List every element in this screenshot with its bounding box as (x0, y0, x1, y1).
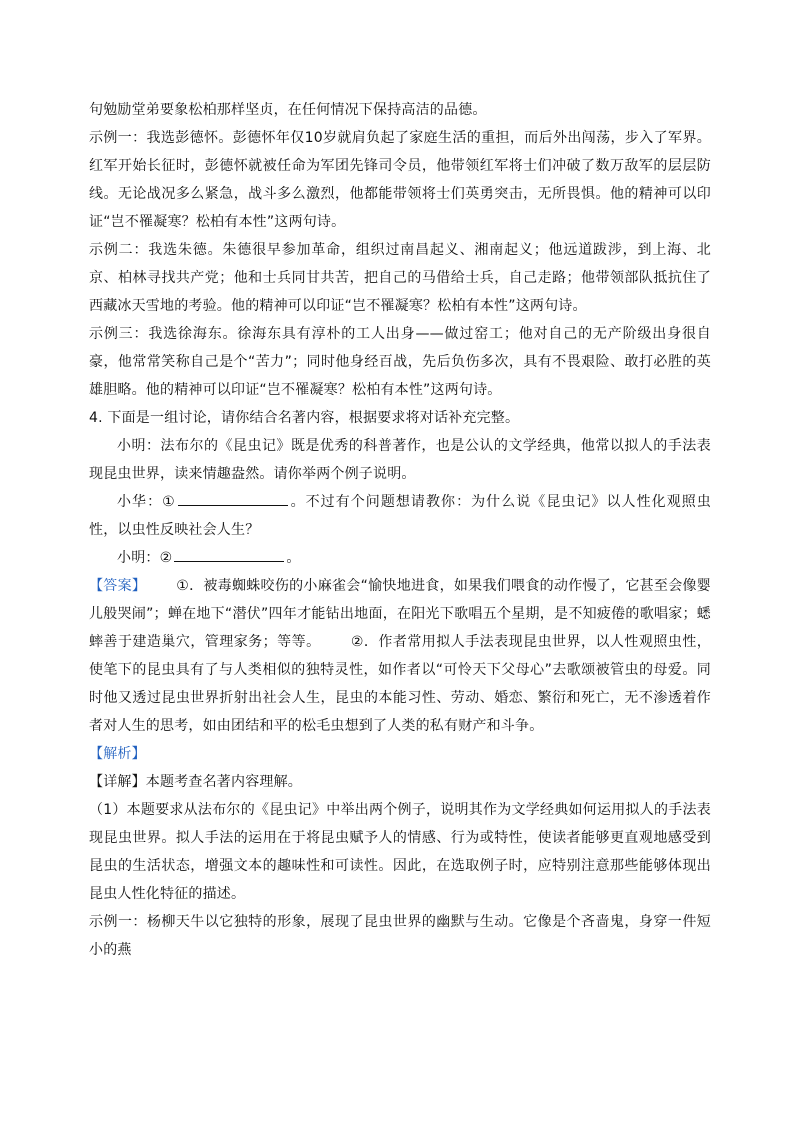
detail-heading: 【详解】本题考查名著内容理解。 (89, 774, 302, 790)
answer-tag: 【答案】 (89, 578, 147, 594)
answer-blank-2 (174, 545, 284, 562)
example-one: 示例一：我选彭德怀。彭德怀年仅10岁就肩负起了家庭生活的重担，而后外出闯荡，步入了军界。红军开始长征时，彭德怀就被任命为军团先锋司令员，他带领红军将士们冲破了数万敌军的层层防线。无论战况多么紧急，战斗多么激烈，他都能带领将士们英勇突击，无所畏惧。他的精神可以印证“岂不罹凝寒？松柏有本性”这两句诗。 (89, 130, 711, 230)
analysis-tag: 【解析】 (89, 746, 146, 762)
example-two: 示例二：我选朱德。朱德很早参加革命，组织过南昌起义、湘南起义；他远道跋涉，到上海、北京、柏林寻找共产党；他和士兵同甘共苦，把自己的马借给士兵，自己走路；他带领部队抵抗住了西藏冰天雪地的考验。他的精神可以印证“岂不罹凝寒？松柏有本性”这两句诗。 (89, 242, 711, 314)
detail-example-1: 示例一：杨柳天牛以它独特的形象，展现了昆虫世界的幽默与生动。它像是个吝啬鬼，身穿一件短小的燕 (89, 914, 711, 958)
xiaoming-prefix: 小明：② (117, 550, 173, 566)
dialogue-xiaoming-1: 小明：法布尔的《昆虫记》既是优秀的科普著作，也是公认的文学经典，他常以拟人的手法表现昆虫世界，读来情趣盎然。请你举两个例子说明。 (89, 438, 711, 482)
example-three: 示例三：我选徐海东。徐海东具有淳朴的工人出身——做过窑工；他对自己的无产阶级出身很自豪，他常常笑称自己是个“苦力”；同时他身经百战，先后负伤多次，具有不畏艰险、敢打必胜的英雄胆略。他的精神可以印证“岂不罹凝寒？松柏有本性”这两句诗。 (89, 326, 711, 398)
answer-part-1: ①．被毒蜘蛛咬伤的小麻雀会“愉快地进食，如果我们喂食的动作慢了，它甚至会像婴儿般哭闹”；蝉在地下“潜伏”四年才能钻出地面，在阳光下歌唱五个星期，是不知疲倦的歌唱家；蟋蟀善于建造巢穴，管理家务；等等。 (89, 578, 711, 650)
paragraph-continuation: 句勉励堂弟要象松柏那样坚贞，在任何情况下保持高洁的品德。 (89, 102, 487, 118)
dialogue-xiaohua (89, 488, 711, 544)
xiaohua-prefix: 小华：① (117, 494, 176, 510)
answer-block (89, 572, 711, 740)
xiaohua-suffix: 。不过有个问题想请教你：为什么说《昆虫记》以人性化观照虫性，以虫性反映社会人生？ (89, 494, 711, 538)
answer-blank-1 (178, 489, 288, 506)
answer-part-2: ②．作者常用拟人手法表现昆虫世界，以人性观照虫性，使笔下的昆虫具有了与人类相似的独特灵性，如作者以“可怜天下父母心”去歌颂被管虫的母爱。同时他又透过昆虫世界折射出社会人生，昆虫的本能习性、劳动、婚恋、繁衍和死亡，无不渗透着作者对人生的思考，如由团结和平的松毛虫想到了人类的私有财产和斗争。 (89, 634, 711, 734)
dialogue-xiaoming-2 (89, 544, 711, 572)
document-page (89, 96, 711, 964)
detail-part-1: （1）本题要求从法布尔的《昆虫记》中举出两个例子，说明其作为文学经典如何运用拟人的手法表现昆虫世界。拟人手法的运用在于将昆虫赋予人的情感、行为或特性，使读者能够更直观地感受到昆虫的生活状态，增强文本的趣味性和可读性。因此，在选取例子时，应特别注意那些能够体现出昆虫人性化特征的描述。 (89, 802, 711, 902)
xiaoming-suffix: 。 (286, 550, 301, 566)
question-4: 4. 下面是一组讨论，请你结合名著内容，根据要求将对话补充完整。 (89, 410, 520, 426)
